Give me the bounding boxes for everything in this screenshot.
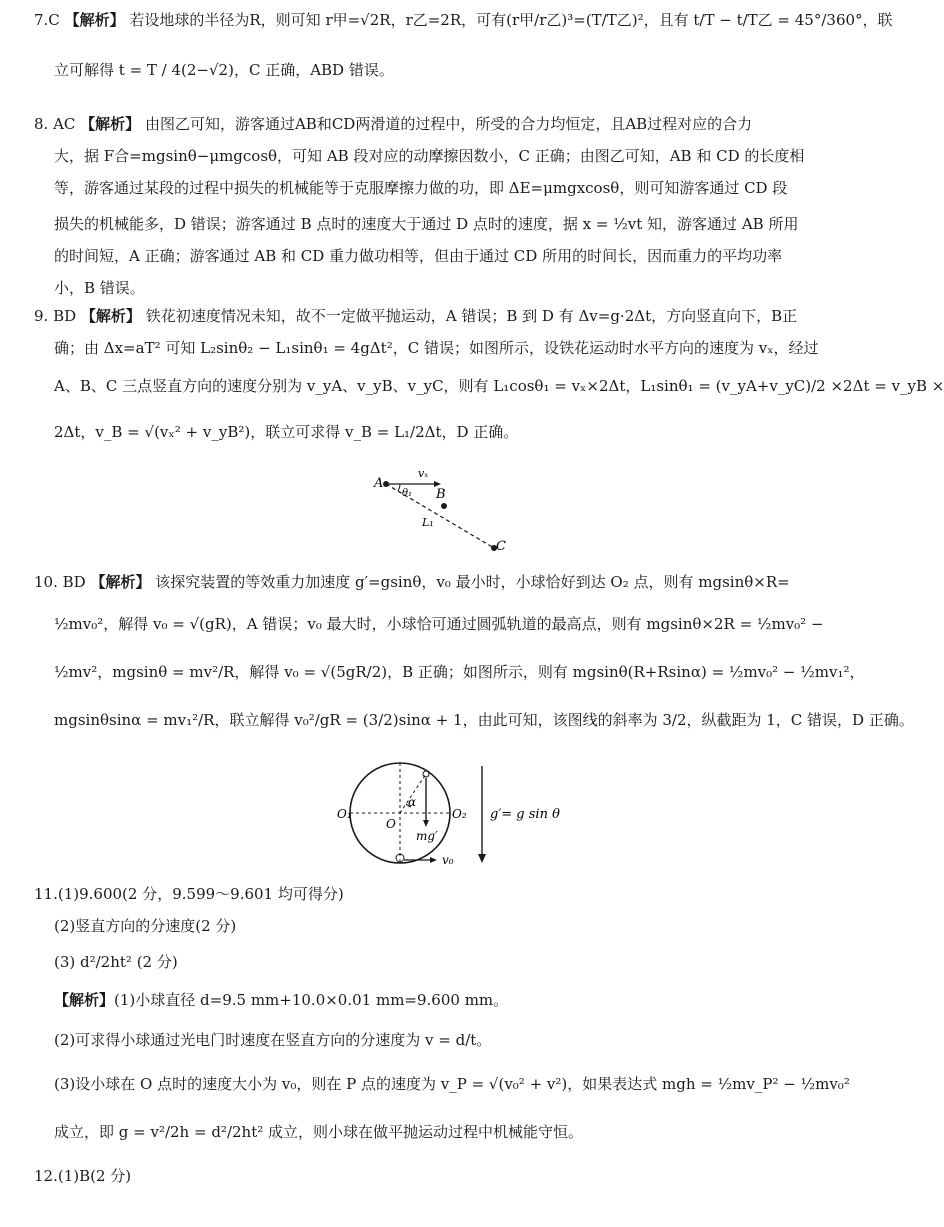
label-c: C [496, 539, 506, 554]
question-number: 11. [34, 885, 58, 903]
question-number: 12. [34, 1167, 58, 1185]
answer-part-3: (3) d²/2ht² (2 分) [54, 953, 178, 971]
text-line: 该探究装置的等效重力加速度 g′=gsinθ，v₀ 最小时，小球恰好到达 O₂ 点，则有 mgsinθ×R= [155, 573, 790, 591]
text-line: 若设地球的半径为R，则可知 r甲=√2R，r乙=2R，可有(r甲/r乙)³=(T/T乙)²，且有 t/T − t/T乙 = 45°/360°，联 [129, 11, 893, 29]
answer-part-1: (1)B(2 分) [57, 1167, 132, 1185]
point-a [383, 481, 389, 487]
label-a: A [374, 476, 384, 491]
analysis-tag: 【解析】 [54, 991, 115, 1009]
question-number: 7.C [34, 11, 60, 29]
label-o1: O₁ [337, 807, 352, 821]
text-line: A、B、C 三点竖直方向的速度分别为 v_yA、v_yB、v_yC，则有 L₁cosθ₁ = vₓ×2Δt，L₁sinθ₁ = (v_yA+v_yC)/2 ×2Δt = v_yB × [54, 377, 944, 395]
label-alpha: α [408, 795, 417, 809]
question-10 [34, 566, 914, 736]
gravity-arrowhead [423, 820, 429, 827]
explanation-3: (3)设小球在 O 点时的速度大小为 v₀，则在 P 点的速度为 v_P = √(v₀² + v²)，如果表达式 mgh = ½mv_P² − ½mv₀² [54, 1075, 850, 1093]
g-arrowhead [478, 854, 486, 863]
label-l1: L₁ [422, 516, 434, 529]
question-8 [34, 108, 834, 304]
label-theta: θ₁ [402, 488, 413, 499]
question-number: 10. BD [34, 573, 86, 591]
label-g-prime: g′= g sin θ [490, 807, 560, 822]
point-b [441, 503, 447, 509]
text-line: ½mv₀²，解得 v₀ = √(gR)，A 错误；v₀ 最大时，小球恰可通过圆弧轨道的最高点，则有 mgsinθ×2R = ½mv₀² − [54, 615, 824, 633]
question-number: 8. AC [34, 115, 76, 133]
label-o2: O₂ [452, 807, 467, 821]
text-line: ½mv²，mgsinθ = mv²/R，解得 v₀ = √(5gR/2)，B 正确；如图所示，则有 mgsinθ(R+Rsinα) = ½mv₀² − ½mv₁²， [54, 663, 865, 681]
question-7 [34, 4, 893, 86]
analysis-tag: 【解析】 [64, 11, 125, 29]
text-line: mgsinθsinα = mv₁²/R，联立解得 v₀²/gR = (3/2)sinα + 1，由此可知，该图线的斜率为 3/2，纵截距为 1，C 错误，D 正确。 [54, 711, 914, 729]
answer-part-2: (2)竖直方向的分速度(2 分) [54, 917, 237, 935]
question-9 [34, 300, 944, 448]
text-line: 铁花初速度情况未知，故不一定做平抛运动，A 错误；B 到 D 有 Δv=g·2Δt，方向竖直向下，B正 [145, 307, 798, 325]
question-12 [34, 1160, 834, 1192]
label-mg: mg′ [416, 829, 438, 843]
text-line: 大，据 F合=mgsinθ−μmgcosθ，可知 AB 段对应的动摩擦因数小，C 正确；由图乙可知，AB 和 CD 的长度相 [54, 147, 805, 165]
label-vx: vₓ [418, 467, 429, 480]
explanation-4: 成立，即 g = v²/2h = d²/2ht² 成立，则小球在做平抛运动过程中机械能守恒。 [54, 1123, 584, 1141]
explanation-1: (1)小球直径 d=9.5 mm+10.0×0.01 mm=9.600 mm。 [114, 991, 509, 1009]
text-line: 的时间短，A 正确；游客通过 AB 和 CD 重力做功相等，但由于通过 CD 所用的时间长，因而重力的平均功率 [54, 247, 783, 265]
text-line: 由图乙可知，游客通过AB和CD两滑道的过程中，所受的合力均恒定，且AB过程对应的合力 [144, 115, 753, 133]
answer-part-1: (1)9.600(2 分，9.599～9.601 均可得分) [57, 885, 344, 903]
analysis-tag: 【解析】 [90, 573, 151, 591]
angle-arc [398, 484, 400, 491]
text-line: 小，B 错误。 [54, 279, 145, 297]
text-line: 等，游客通过某段的过程中损失的机械能等于克服摩擦力做的功，即 ΔE=μmgxcosθ，则可知游客通过 CD 段 [54, 179, 788, 197]
analysis-tag: 【解析】 [80, 115, 141, 133]
text-line: 确；由 Δx=aT² 可知 L₂sinθ₂ − L₁sinθ₁ = 4gΔt²，C 错误；如图所示，设铁花运动时水平方向的速度为 vₓ，经过 [54, 339, 819, 357]
text-line: 立可解得 t = T / 4(2−√2)，C 正确，ABD 错误。 [54, 61, 394, 79]
question-11 [34, 878, 850, 1148]
analysis-tag: 【解析】 [80, 307, 141, 325]
label-b: B [436, 487, 446, 502]
explanation-2: (2)可求得小球通过光电门时速度在竖直方向的分速度为 v = d/t。 [54, 1031, 492, 1049]
v0-arrowhead [430, 857, 437, 863]
trajectory-diagram [366, 462, 516, 562]
label-o: O [386, 817, 396, 831]
text-line: 损失的机械能多，D 错误；游客通过 B 点时的速度大于通过 D 点时的速度，据 x = ½vt 知，游客通过 AB 所用 [54, 215, 799, 233]
question-number: 9. BD [34, 307, 77, 325]
circular-track-diagram [334, 760, 574, 870]
label-v0: v₀ [442, 853, 454, 867]
text-line: 2Δt，v_B = √(vₓ² + v_yB²)，联立可求得 v_B = L₁/2Δt，D 正确。 [54, 423, 519, 441]
